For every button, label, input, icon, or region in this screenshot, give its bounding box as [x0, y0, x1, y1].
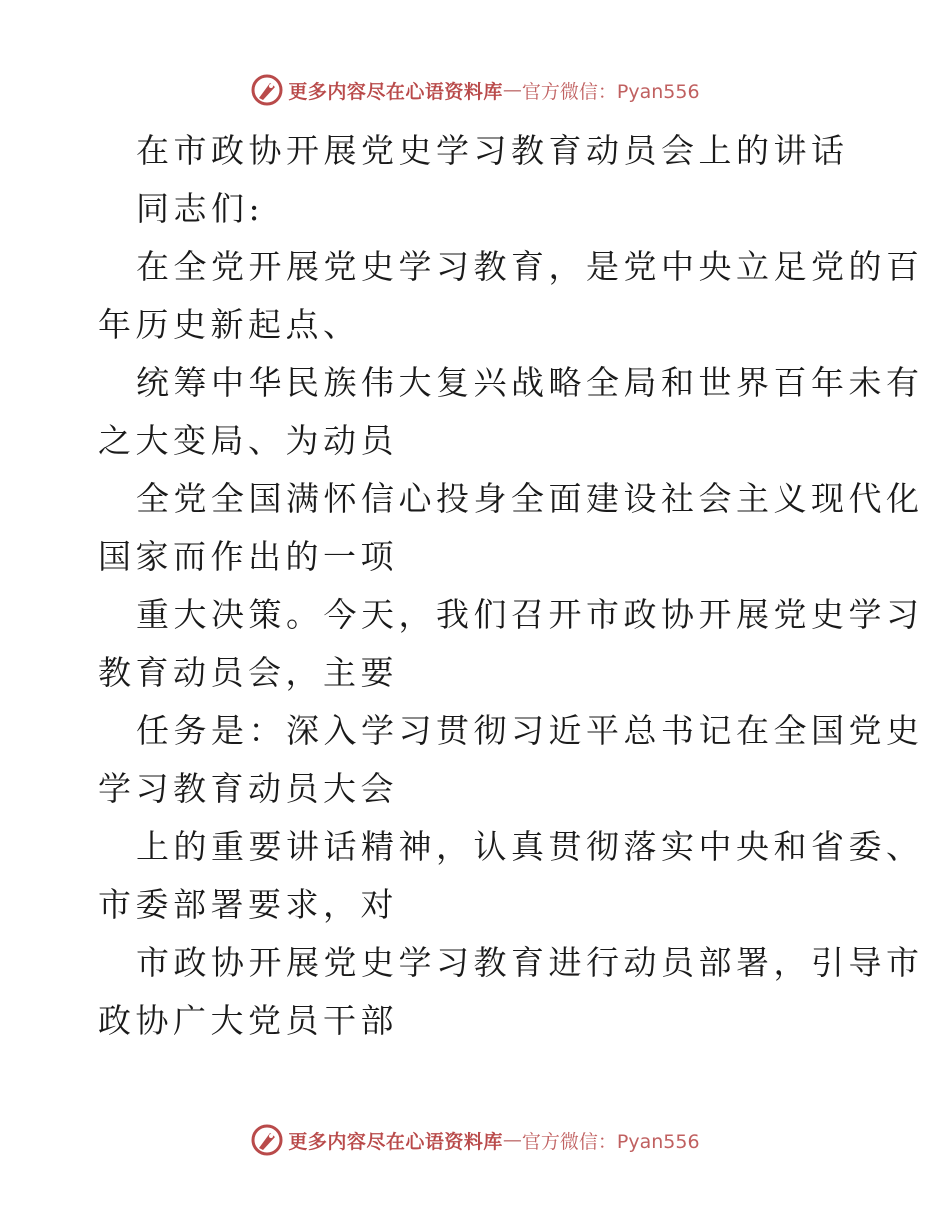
paragraph-line: 全党全国满怀信心投身全面建设社会主义现代化: [136, 479, 924, 518]
watermark-dash: —: [502, 79, 522, 101]
header-watermark: [0, 70, 950, 110]
watermark-contact-text: 官方微信：Pyan556: [521, 1130, 700, 1153]
paragraph-line: 市政协开展党史学习教育进行动员部署，引导市: [136, 943, 924, 982]
paragraph-line: 在全党开展党史学习教育，是党中央立足党的百: [136, 247, 924, 286]
paragraph-line: 重大决策。今天，我们召开市政协开展党史学习: [136, 595, 924, 634]
paragraph-line: 国家而作出的一项: [98, 537, 398, 576]
paragraph-line: 上的重要讲话精神，认真贯彻落实中央和省委、: [136, 827, 924, 866]
watermark-site-text: 更多内容尽在心语资料库: [288, 1130, 503, 1153]
paragraph-line: 年历史新起点、: [98, 305, 361, 344]
pen-nib-logo-icon: [250, 1123, 284, 1157]
paragraph-line: 学习教育动员大会: [98, 769, 398, 808]
pen-nib-logo-icon: [250, 73, 284, 107]
footer-watermark: [0, 1120, 950, 1160]
document-body: [98, 122, 924, 1050]
watermark-contact-text: 官方微信：Pyan556: [521, 80, 700, 103]
paragraph-line: 统筹中华民族伟大复兴战略全局和世界百年未有: [136, 363, 924, 402]
paragraph-line: 同志们:: [136, 189, 265, 228]
paragraph-line: 教育动员会，主要: [98, 653, 398, 692]
watermark-site-text: 更多内容尽在心语资料库: [288, 80, 503, 103]
watermark-dash: —: [502, 1129, 522, 1151]
paragraph-line: 任务是：深入学习贯彻习近平总书记在全国党史: [136, 711, 924, 750]
paragraph-line: 市委部署要求，对: [98, 885, 398, 924]
paragraph-line: 之大变局、为动员: [98, 421, 398, 460]
document-title: 在市政协开展党史学习教育动员会上的讲话: [136, 131, 849, 170]
paragraph-line: 政协广大党员干部: [98, 1001, 398, 1040]
